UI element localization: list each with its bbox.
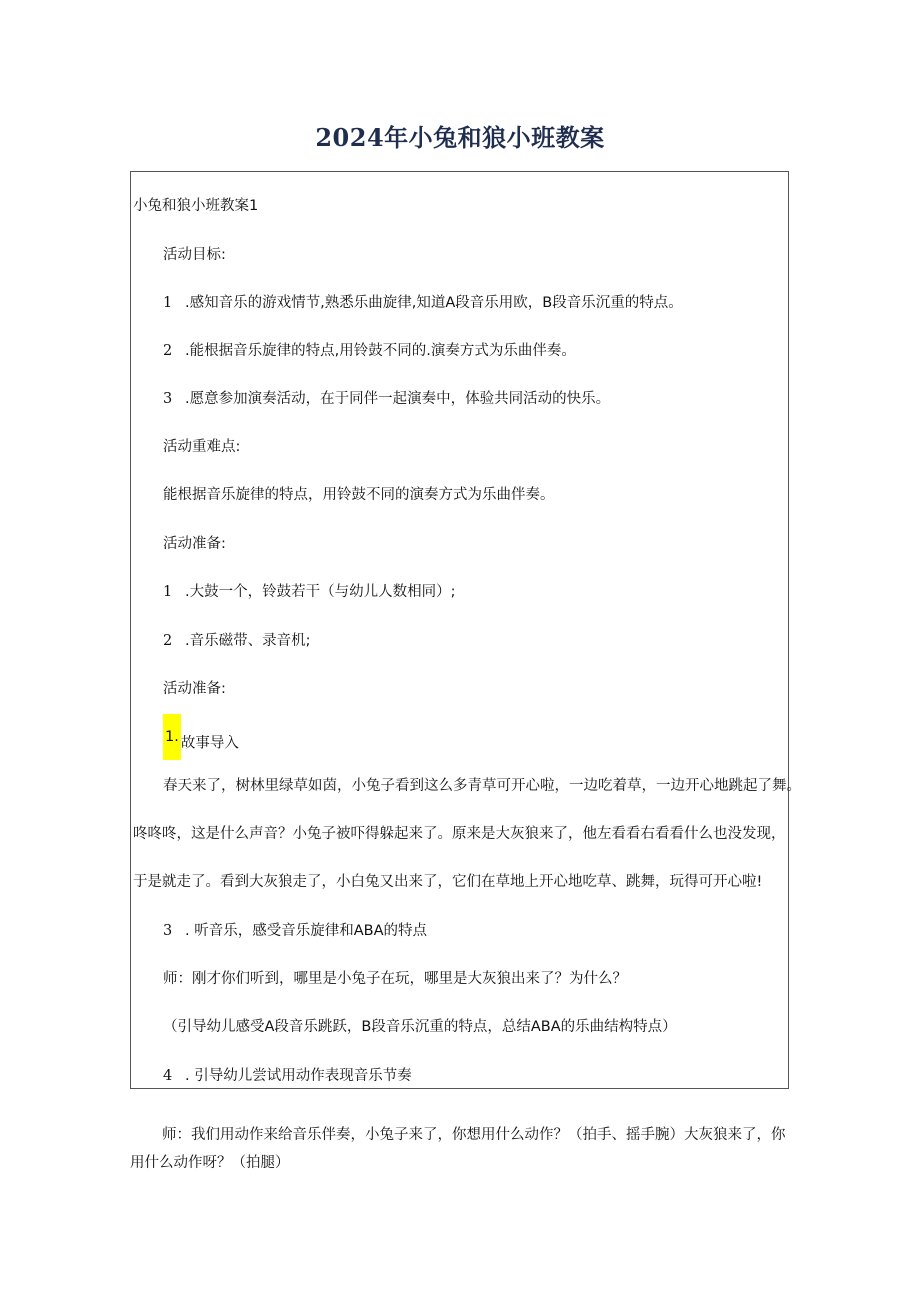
key-heading: 活动重难点: [163, 439, 241, 455]
prep-item [163, 631, 311, 651]
step-4-number: 4 [163, 1068, 173, 1084]
prep-text: .大鼓一个，铃鼓若干（与幼儿人数相同）; [185, 584, 456, 600]
step-3 [163, 921, 427, 941]
goals-heading: 活动目标: [163, 247, 226, 263]
goal-text: .愿意参加演奏活动，在于同伴一起演奏中，体验共同活动的快乐。 [185, 391, 611, 407]
prep-item [163, 582, 456, 602]
goal-number: 1 [163, 295, 173, 311]
goal-text: .感知音乐的游戏情节,熟悉乐曲旋律,知道A段音乐用欧，B段音乐沉重的特点。 [185, 295, 683, 311]
step-1 [163, 727, 239, 760]
prep-number: 2 [163, 633, 173, 649]
goal-item [163, 341, 576, 361]
story-line: 咚咚咚，这是什么声音？小兔子被吓得躲起来了。原来是大灰狼来了，他左看看右看看什么也没发现， [133, 826, 786, 842]
step-3-text: . 听音乐，感受音乐旋律和ABA的特点 [185, 923, 428, 939]
goal-number: 3 [163, 391, 173, 407]
goal-item [163, 389, 610, 409]
document-title: 2024年小兔和狼小班教案 [315, 123, 605, 152]
teacher-question: 师：刚才你们听到，哪里是小兔子在玩，哪里是大灰狼出来了？为什么？ [163, 971, 627, 987]
highlighted-step-number: 1. [163, 714, 181, 760]
goal-item [163, 293, 683, 313]
story-line: 春天来了，树林里绿草如茵，小兔子看到这么多青草可开心啦，一边吃着草，一边开心地跳起了舞。 [163, 778, 801, 794]
step-1-text: 故事导入 [180, 735, 239, 752]
section-subtitle: 小兔和狼小班教案1 [133, 198, 259, 214]
guide-note: （引导幼儿感受A段音乐跳跃，B段音乐沉重的特点，总结ABA的乐曲结构特点） [163, 1019, 677, 1035]
prep-number: 1 [163, 584, 173, 600]
step-3-number: 3 [163, 923, 173, 939]
prep-text: .音乐磁带、录音机; [185, 633, 311, 649]
goal-text: .能根据音乐旋律的特点,用铃鼓不同的.演奏方式为乐曲伴奏。 [185, 343, 576, 359]
step-4 [163, 1066, 412, 1086]
prep-heading: 活动准备: [163, 536, 226, 552]
prep-heading-2: 活动准备: [163, 681, 226, 697]
step-4-text: . 引导幼儿尝试用动作表现音乐节奏 [185, 1068, 412, 1084]
paragraph-after-frame: 师：我们用动作来给音乐伴奏，小兔子来了，你想用什么动作？（拍手、摇手腕）大灰狼来了，你用什么动作呀？（拍腿） [130, 1127, 786, 1171]
key-text: 能根据音乐旋律的特点，用铃鼓不同的演奏方式为乐曲伴奏。 [163, 487, 555, 503]
story-line: 于是就走了。看到大灰狼走了，小白兔又出来了，它们在草地上开心地吃草、跳舞，玩得可开心啦! [133, 874, 763, 890]
goal-number: 2 [163, 343, 173, 359]
